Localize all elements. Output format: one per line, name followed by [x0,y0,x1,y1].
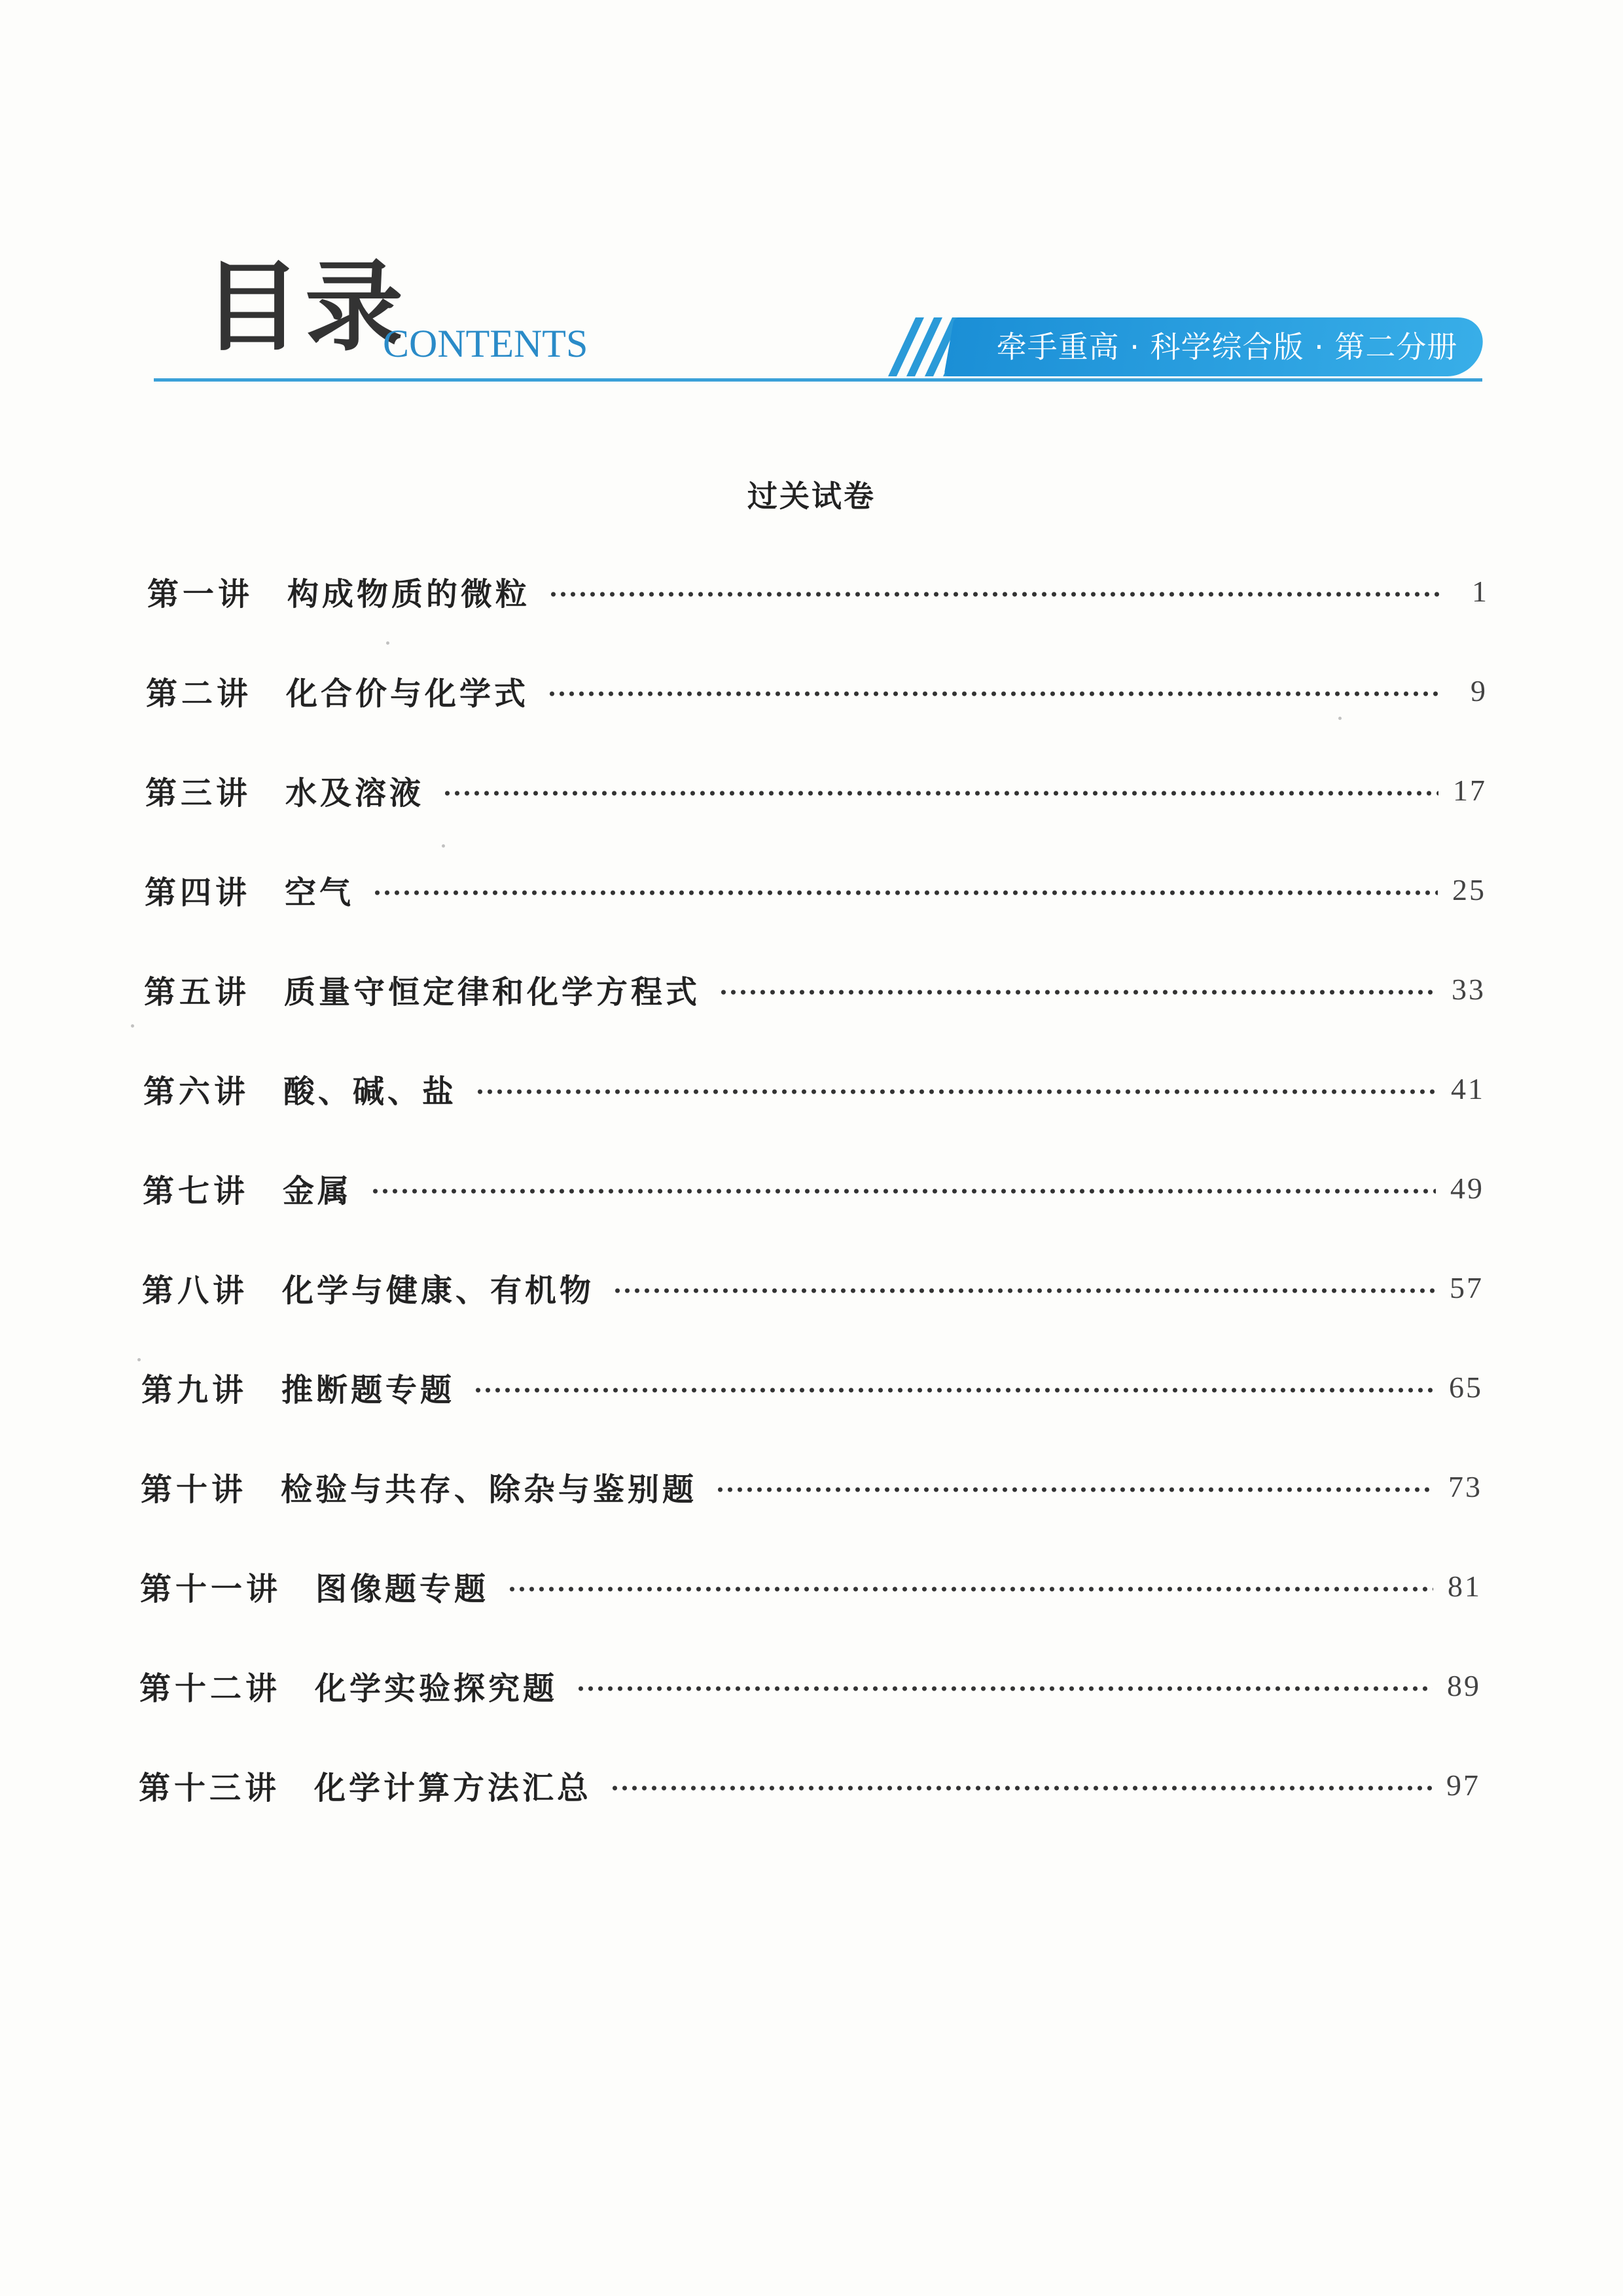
toc-lecture: 第八讲 [142,1272,249,1309]
toc-page-number: 33 [1452,972,1486,1006]
toc-lecture: 第四讲 [145,874,251,911]
toc-topic: 化学与健康、有机物 [282,1272,595,1309]
toc-row[interactable] [145,867,1486,912]
series-banner-text: 牵手重高 · 科学综合版 · 第二分册 [996,329,1458,365]
toc-page-number: 97 [1446,1768,1480,1802]
toc-lecture: 第六讲 [143,1073,250,1110]
section-title: 过关试卷 [747,478,876,514]
toc-page-number: 1 [1472,574,1489,608]
toc-lecture: 第十二讲 [139,1670,281,1707]
toc-topic: 图像题专题 [315,1570,490,1607]
toc-lecture: 第五讲 [144,973,251,1011]
scan-speck [137,1358,141,1361]
toc-leader-dots [715,1487,1434,1492]
toc-topic: 质量守恒定律和化学方程式 [284,973,701,1011]
toc-leader-dots [370,1189,1436,1194]
toc-page-number: 81 [1448,1569,1482,1603]
scan-speck [1338,717,1342,720]
toc-leader-dots [610,1785,1432,1791]
toc-leader-dots [613,1288,1435,1293]
toc-topic: 检验与共存、除杂与鉴别题 [281,1471,698,1508]
toc-leader-dots [372,890,1438,895]
toc-leader-dots [507,1587,1433,1592]
toc-row[interactable] [142,1265,1484,1310]
toc-leader-dots [547,691,1440,696]
toc-leader-dots [475,1089,1436,1094]
toc-lecture: 第十一讲 [140,1570,282,1607]
toc-row[interactable] [140,1563,1482,1609]
toc-topic: 构成物质的微粒 [287,575,531,613]
toc-topic: 水及溶液 [285,774,425,812]
toc-row[interactable] [141,1364,1483,1410]
toc-page-number: 57 [1450,1270,1484,1304]
toc-page-number: 65 [1449,1370,1483,1404]
scan-speck [131,1024,134,1028]
toc-topic: 推断题专题 [281,1371,455,1408]
scan-speck [386,641,389,645]
toc-row[interactable] [139,1662,1481,1708]
toc-lecture: 第七讲 [143,1172,249,1210]
scan-speck [442,844,445,848]
toc-topic: 酸、碱、盐 [283,1073,457,1110]
toc-topic: 金属 [283,1172,353,1210]
page-title: 目录 [203,251,408,365]
toc-leader-dots [473,1388,1435,1393]
toc-topic: 化学实验探究题 [315,1670,558,1707]
toc-topic: 空气 [285,874,355,911]
toc-row[interactable] [145,767,1487,813]
toc-lecture: 第二讲 [146,675,253,712]
toc-page-number: 41 [1451,1071,1485,1105]
toc-page-number: 73 [1448,1469,1482,1503]
toc-leader-dots [719,990,1437,995]
toc-row[interactable] [141,1463,1482,1509]
toc-row[interactable] [139,1762,1480,1808]
toc-page-number: 9 [1471,673,1488,708]
toc-row[interactable] [143,1066,1485,1111]
toc-page-number: 25 [1452,872,1486,906]
toc-row[interactable] [147,568,1489,614]
page-title-english: CONTENTS [383,322,588,365]
toc-row[interactable] [144,966,1486,1012]
toc-lecture: 第一讲 [147,575,254,613]
toc-leader-dots [548,592,1442,597]
toc-page-number: 17 [1453,773,1487,807]
toc-lecture: 第十三讲 [139,1769,281,1806]
toc-row[interactable] [143,1165,1484,1211]
toc-leader-dots [576,1686,1433,1691]
toc-topic: 化合价与化学式 [286,675,529,712]
toc-page-number: 49 [1450,1171,1484,1205]
toc-lecture: 第十讲 [141,1471,247,1508]
toc-lecture: 第九讲 [141,1371,248,1408]
toc-leader-dots [442,791,1438,796]
toc-row[interactable] [146,668,1488,713]
toc-lecture: 第三讲 [145,774,252,812]
toc-page-number: 89 [1447,1668,1481,1702]
toc-topic: 化学计算方法汇总 [314,1769,592,1806]
